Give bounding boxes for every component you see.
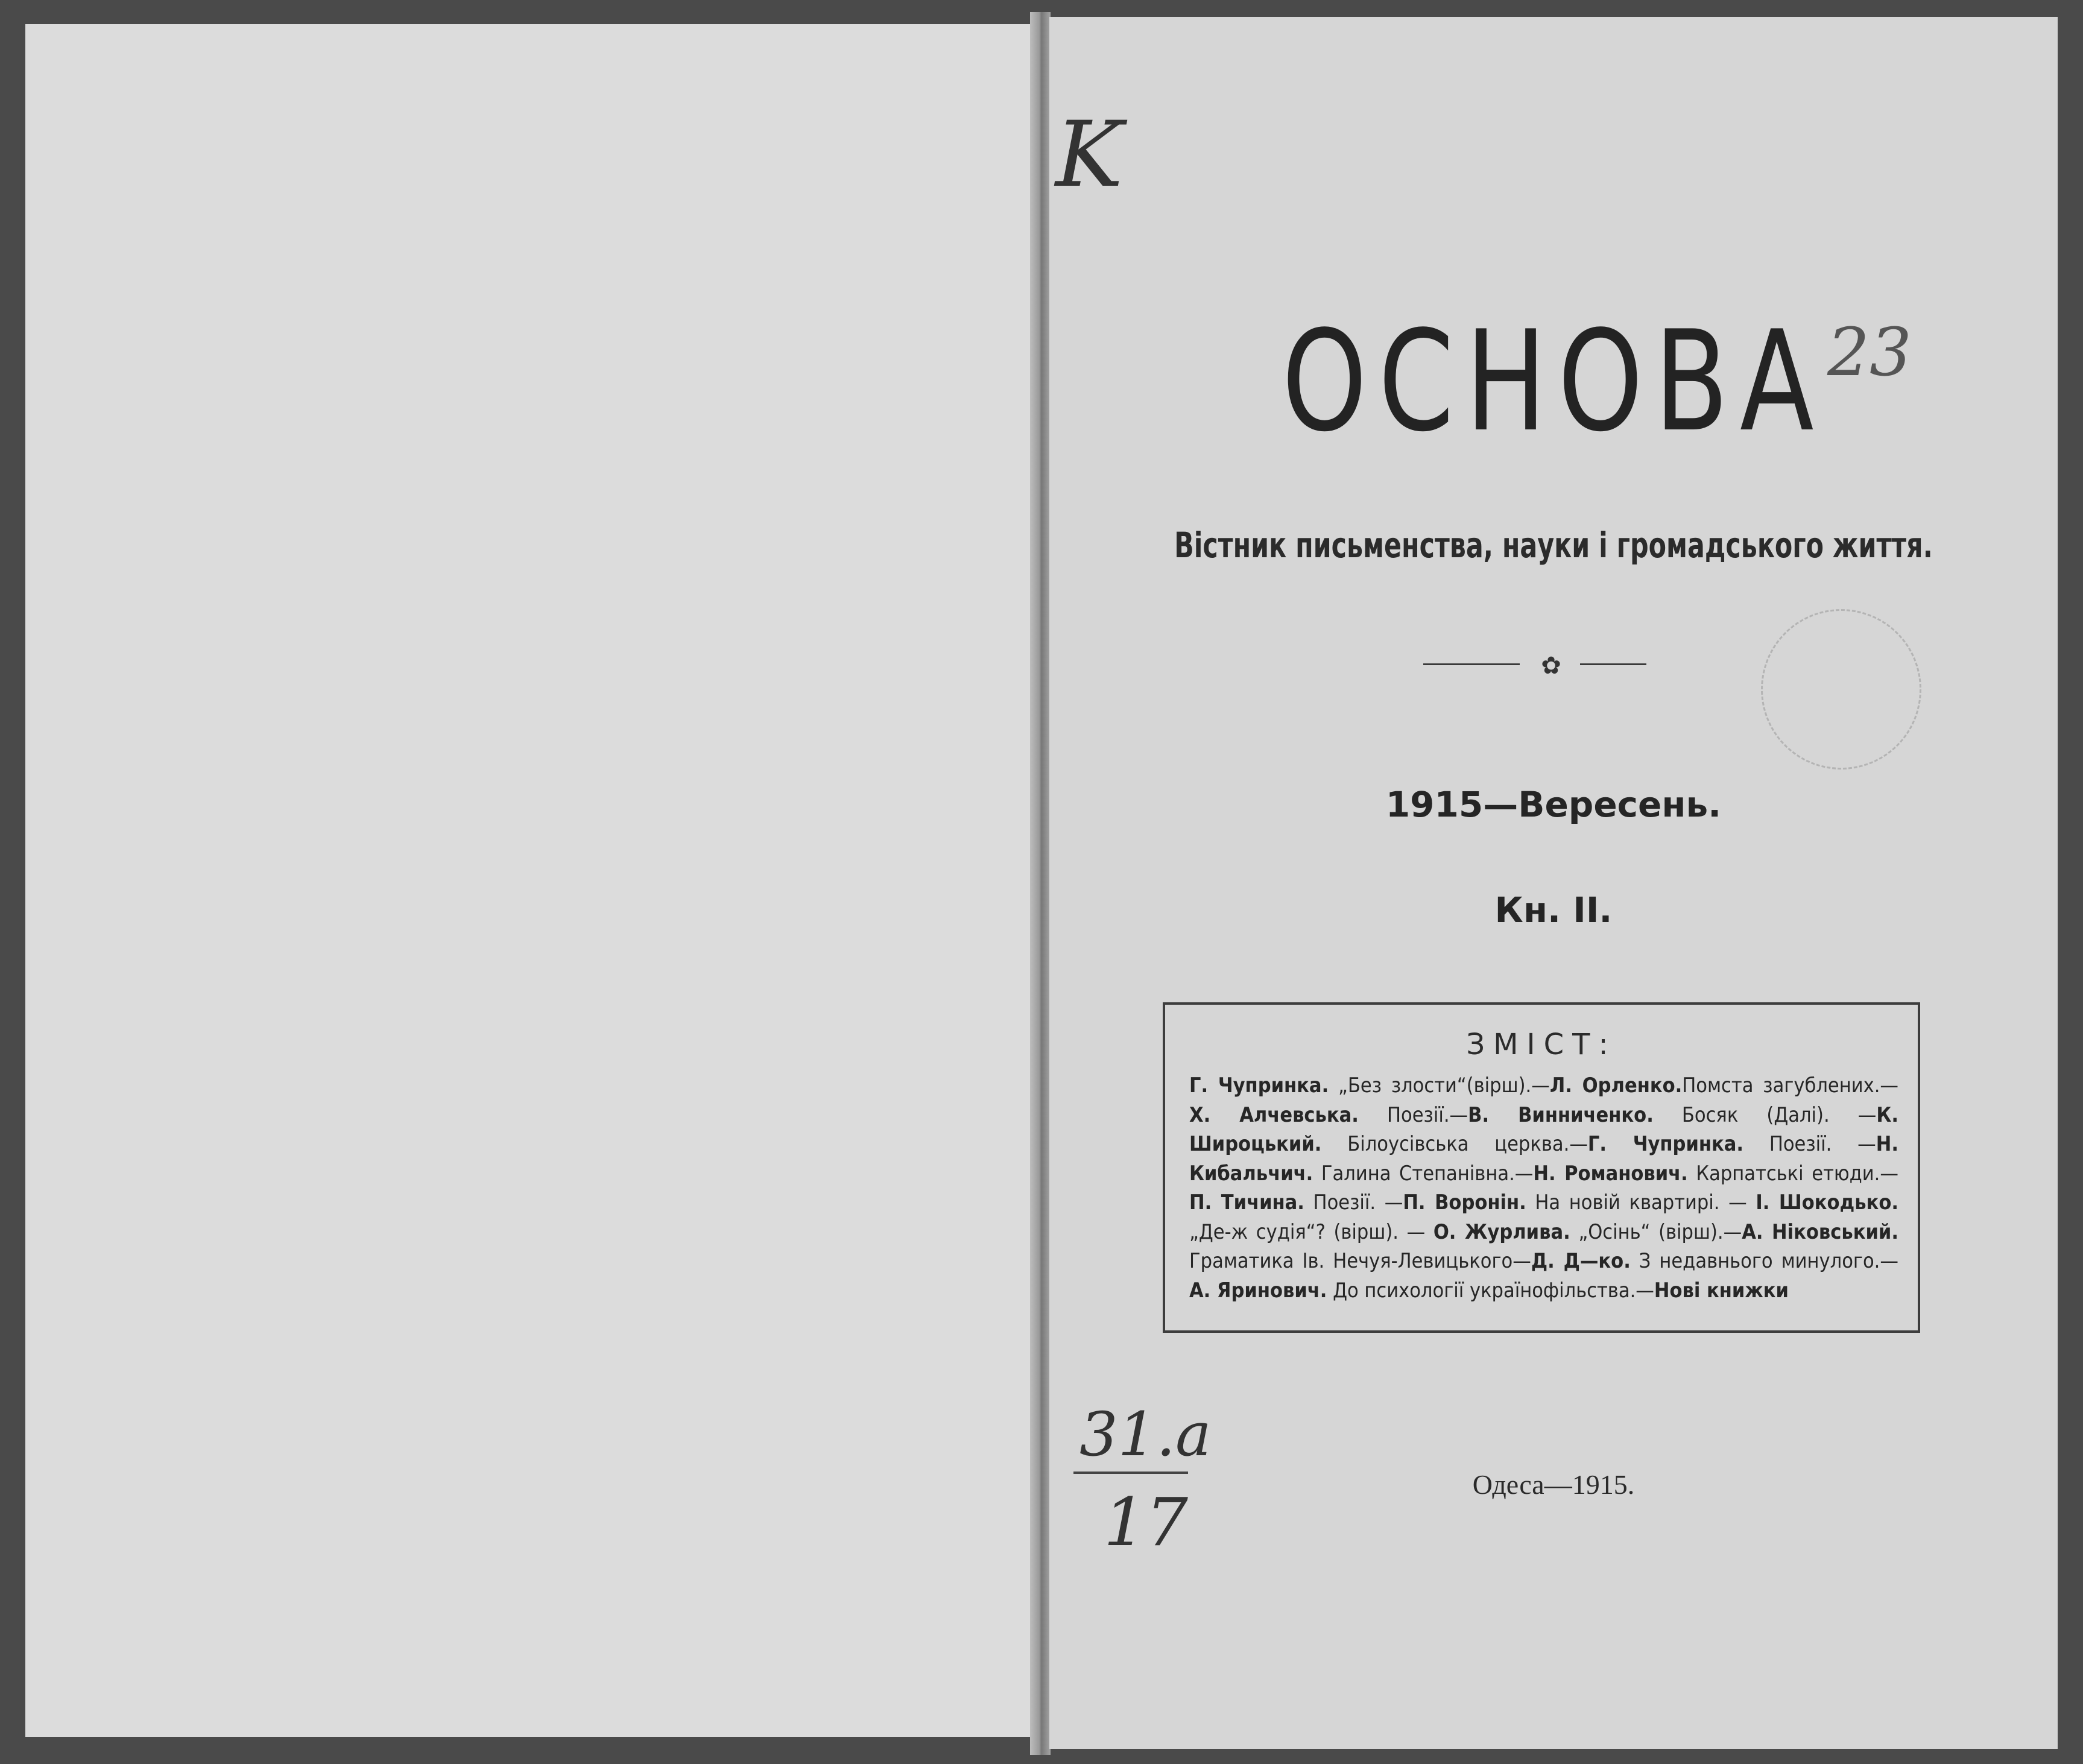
ornament-rule-right [1580, 663, 1646, 665]
issue-date: 1915—Вересень. [1385, 784, 1722, 825]
contents-work: „Без злости“(вірш).— [1329, 1073, 1550, 1098]
contents-author: Г. Чупринка. [1587, 1132, 1744, 1156]
contents-author: І. Шокодько. [1756, 1190, 1898, 1215]
contents-work: Білоусівська церква.— [1321, 1132, 1588, 1156]
journal-title: ОСНОВА [1282, 302, 1825, 463]
contents-work: З недавнього минулого.— [1630, 1249, 1898, 1273]
contents-work: Поезії. — [1304, 1190, 1403, 1215]
contents-author: Г. Чупринка. [1189, 1073, 1329, 1098]
contents-box [1163, 1002, 1920, 1333]
contents-author: П. Воронін. [1403, 1190, 1526, 1215]
contents-author: А. Ніковський. [1742, 1219, 1898, 1244]
contents-work: „Де-ж судія“? (вірш). — [1189, 1219, 1433, 1244]
contents-author: Х. Алчевська. [1189, 1102, 1359, 1127]
contents-author: А. Яринович. [1189, 1278, 1327, 1303]
book-gutter [1030, 12, 1051, 1755]
contents-heading: ЗМІСТ: [1466, 1028, 1617, 1061]
contents-work: До психології українофільства.— [1327, 1278, 1654, 1303]
contents-author: Н. Романович. [1533, 1161, 1688, 1186]
contents-work: „Осінь“ (вірш).— [1570, 1219, 1742, 1244]
shelfmark-bottom: 17 [1104, 1484, 1188, 1561]
contents-work: Поезії.— [1358, 1102, 1468, 1127]
contents-author: Д. Д—ко. [1531, 1249, 1631, 1273]
contents-author: Н. Кибальчич. [1189, 1132, 1898, 1186]
contents-work: Босяк (Далі). — [1653, 1102, 1877, 1127]
contents-work: Галина Степанівна.— [1313, 1161, 1534, 1186]
contents-author: Нові книжки [1654, 1278, 1789, 1303]
contents-author: К. Широцький. [1189, 1102, 1898, 1156]
contents-author: О. Журлива. [1433, 1219, 1570, 1244]
ornament-rule-left [1423, 663, 1520, 665]
contents-author: В. Винниченко. [1468, 1102, 1654, 1127]
shelfmark-top: 31.a [1079, 1399, 1212, 1470]
ornament-flourish-icon: ✿ [1541, 652, 1561, 679]
contents-work: Граматика Ів. Нечуя-Левицького— [1189, 1249, 1531, 1273]
contents-work: Поезії. — [1743, 1132, 1876, 1156]
contents-work: Карпатські етюди.— [1687, 1161, 1898, 1186]
contents-author: Л. Орленко. [1549, 1073, 1683, 1098]
contents-work: На новій квартирі. — [1526, 1190, 1756, 1215]
contents-list [1189, 1071, 1898, 1305]
contents-work: Помста загублених.— [1682, 1073, 1898, 1098]
journal-subtitle: Вістник письменства, науки і громадського життя. [1174, 525, 1933, 566]
handwritten-letter: K [1055, 103, 1124, 207]
left-page-blank [25, 24, 1031, 1737]
handwritten-number: 23 [1827, 314, 1912, 391]
faded-library-stamp [1761, 609, 1921, 770]
contents-author: П. Тичина. [1189, 1190, 1304, 1215]
imprint: Одеса—1915. [1472, 1469, 1635, 1500]
book-number: Кн. II. [1494, 890, 1613, 931]
